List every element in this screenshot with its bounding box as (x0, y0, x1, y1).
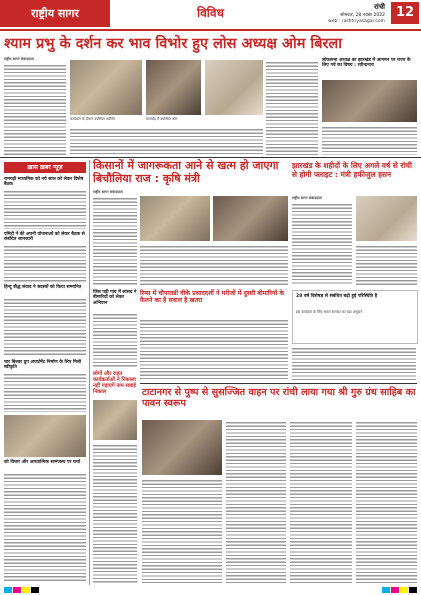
lead-lower-text (70, 127, 263, 155)
right-body-2 (356, 244, 417, 286)
left-item-2-title: एमिटी ने की अपनी योजनाओं को लेकर बैठक से संबंधित जानकारी (4, 232, 85, 243)
left-item-3-text (4, 297, 86, 357)
column-rule (89, 160, 90, 585)
left-item-3-title: हिन्दू बौद्ध संवाद ने सदस्यों को किया सम्मानित (4, 285, 82, 290)
masthead (0, 0, 421, 31)
left-item-1-text (4, 189, 86, 229)
bottom-text-3 (290, 420, 352, 583)
right-quote: 28 वर्ष विशेषज्ञ से संबंधित बढ़ी हुई परिस्थिति है (296, 294, 378, 299)
bottom-text-2 (226, 420, 286, 583)
lead-byline: राष्ट्रीय सागर संवाददाता (4, 57, 34, 61)
center-small-text (93, 312, 137, 367)
center-mid-text (140, 318, 288, 380)
center-lower-text (93, 443, 137, 583)
color-mark-black (31, 587, 39, 593)
page-footer (0, 585, 421, 595)
lead-caption-2: समारोह में उपस्थित लोग (146, 117, 178, 121)
bottom-headline: टाटानगर से पुष्प से सुसज्जित वाहन पर रांची लाया गया श्री गुरु ग्रंथ साहिब का पावन स्वरूप (142, 387, 416, 410)
lead-body-text (4, 63, 66, 155)
bottom-text-1 (142, 478, 222, 583)
color-mark-magenta (13, 587, 21, 593)
left-item-5-text (4, 472, 86, 582)
edition-date: सोमवार, 28 नवंबर 2022 (340, 13, 385, 18)
lead-side-headline: लोकसभा अध्यक्ष का झारखंड में आगमन पर राज्य के लिए गर्व का विषय : रवीन्द्रनाथ (322, 58, 411, 69)
color-mark-yellow-right (400, 587, 408, 593)
lead-photo-1 (70, 60, 142, 115)
center-body-col2 (140, 244, 288, 286)
left-item-1-title: रामगढ़ी माध्यमिक को नये साल को लेकर विशेष बैठक (4, 177, 84, 188)
center-headline: किसानों में जागरूकता आने से खत्म हो जाएगा बिचौलिया राज : कृषि मंत्री (93, 159, 279, 185)
website-url: web : rashtriyasagar.com (328, 19, 385, 24)
color-mark-cyan-right (382, 587, 390, 593)
bottom-photo (142, 420, 222, 475)
center-mid-headline: रिम्स में चौपालडी वीके प्रसाददर्शी ने मरीजों में दुसरी बीमारियों के फैलने का है सवाल है खतरा (140, 290, 285, 305)
color-mark-yellow (22, 587, 30, 593)
right-headline: झारखंड के शहीदों के लिए अगले वर्ष से रांची से होगी फ्लाइट : मंत्री हफीजुल हसन (292, 161, 412, 179)
left-item-5-title: को विचार और आध्यात्मिक सामंजस्य पर चर्चा (4, 460, 81, 465)
center-lower-headline: लोगों और राहत कार्यकर्ताओं ने निकाला नहीं पहाएगे नाम सबाई निकाल (93, 371, 136, 395)
left-item-4-text (4, 372, 86, 412)
center-lower-photo (93, 400, 137, 440)
section-title: विविध (197, 6, 224, 20)
left-photo (4, 415, 86, 457)
left-column-tag: ख़ास ख़बर न्यूज़ (4, 162, 86, 173)
bottom-text-4 (356, 420, 417, 583)
right-body-3 (292, 346, 416, 382)
lead-right-text (266, 60, 318, 155)
right-body-1 (292, 202, 352, 286)
left-item-4-title: चार बिल्डर ग्रुप अपार्टमेंट निर्माण के लिए मिली स्वीकृति (4, 360, 82, 371)
color-mark-cyan (4, 587, 12, 593)
center-body-col1 (93, 196, 137, 286)
divider (0, 157, 421, 158)
color-mark-magenta-right (391, 587, 399, 593)
lead-photo-4 (322, 80, 417, 122)
brand-logo: राष्ट्रीय सागर (0, 0, 110, 27)
center-divider (140, 383, 417, 384)
lead-photo-2 (146, 60, 201, 115)
lead-caption-1: कार्यक्रम के दौरान उपस्थित अतिथि (70, 117, 115, 121)
right-photo (356, 196, 417, 241)
center-small-headline: जिस पड़ी गांव में सांसद ने बीमारियों को लेकर अभियान (93, 290, 137, 306)
lead-photo-3 (205, 60, 263, 115)
right-quote-sub: इस कार्यक्रम के लिए भारत सरकार का बड़ा अनुदान (296, 310, 363, 314)
lead-side-text (322, 125, 417, 155)
right-byline: राष्ट्रीय सागर संवाददाता (292, 196, 322, 200)
color-mark-black-right (409, 587, 417, 593)
lead-headline: श्याम प्रभु के दर्शन कर भाव विभोर हुए लोस अध्यक्ष ओम बिरला (4, 36, 342, 52)
center-photo-1 (140, 196, 210, 241)
center-photo-2 (213, 196, 288, 241)
center-byline: राष्ट्रीय सागर संवाददाता (93, 190, 123, 194)
left-item-2-text (4, 244, 86, 282)
edition-city: रांची (374, 3, 385, 11)
page-number: 12 (391, 2, 419, 24)
